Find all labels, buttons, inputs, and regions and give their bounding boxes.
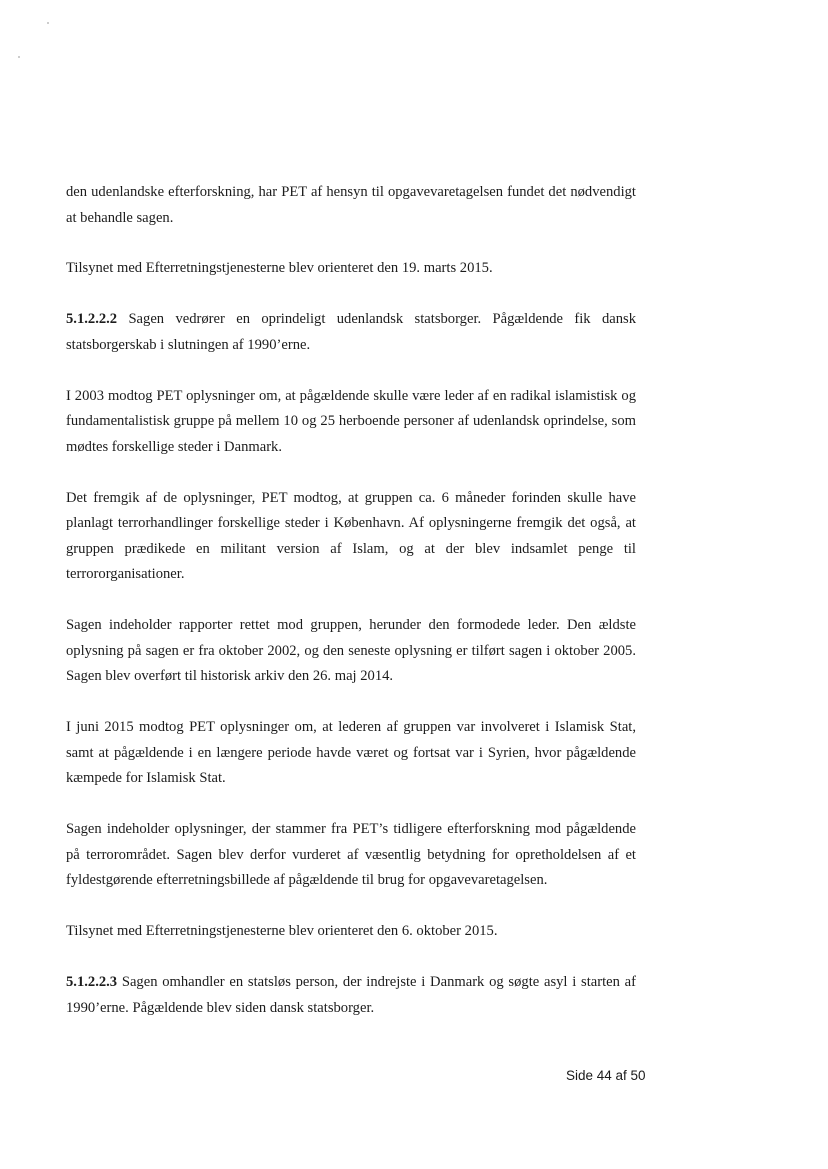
page-number: Side 44 af 50 [566, 1068, 646, 1083]
document-body [66, 180, 636, 1047]
paragraph [66, 613, 636, 690]
scan-speck [18, 56, 20, 58]
paragraph [66, 256, 636, 282]
paragraph [66, 817, 636, 894]
section-number: 5.1.2.2.2 [66, 311, 118, 327]
paragraph-text: Tilsynet med Efterretningstjenesterne blev orienteret den 19. marts 2015. [66, 260, 493, 276]
scan-speck [47, 22, 49, 24]
paragraph-text: Tilsynet med Efterretningstjenesterne blev orienteret den 6. oktober 2015. [66, 923, 498, 939]
section-number: 5.1.2.2.3 [66, 974, 118, 990]
paragraph-text: Det fremgik af de oplysninger, PET modtog, at gruppen ca. 6 måneder forinden skulle have planlagt terrorhandlinger forskellige steder i København. Af oplysningerne fremgik det også, at gruppen prædikede en militant version af Islam, og at der blev indsamlet penge til terrororganisationer. [66, 489, 636, 582]
paragraph [66, 486, 636, 588]
paragraph-text: Sagen vedrører en oprindeligt udenlandsk statsborger. Pågældende fik dansk statsborgerskab i slutningen af 1990’erne. [66, 311, 636, 353]
paragraph-text: Sagen indeholder rapporter rettet mod gruppen, herunder den formodede leder. Den ældste oplysning på sagen er fra oktober 2002, og den seneste oplysning er tilført sagen i oktober 2005. Sagen blev overført til historisk arkiv den 26. maj 2014. [66, 617, 636, 684]
paragraph-text: Sagen indeholder oplysninger, der stammer fra PET’s tidligere efterforskning mod pågældende på terrorområdet. Sagen blev derfor vurderet af væsentlig betydning for opretholdelsen af et fyldestgørende efterretningsbillede af pågældende til brug for opgavevaretagelsen. [66, 821, 636, 888]
paragraph-text: den udenlandske efterforskning, har PET af hensyn til opgavevaretagelsen fundet det nødvendigt at behandle sagen. [66, 184, 636, 226]
paragraph [66, 384, 636, 461]
paragraph-text: I 2003 modtog PET oplysninger om, at pågældende skulle være leder af en radikal islamistisk og fundamentalistisk gruppe på mellem 10 og 25 herboende personer af udenlandsk oprindelse, som mødtes forskellige steder i Danmark. [66, 387, 636, 455]
section-paragraph [66, 307, 636, 358]
paragraph-text: I juni 2015 modtog PET oplysninger om, at lederen af gruppen var involveret i Islamisk Stat, samt at pågældende i en længere periode havde været og fortsat var i Syrien, hvor pågældende kæmpede for Islamisk Stat. [66, 719, 636, 786]
paragraph [66, 715, 636, 792]
paragraph [66, 180, 636, 231]
paragraph-text: Sagen omhandler en statsløs person, der indrejste i Danmark og søgte asyl i starten af 1990’erne. Pågældende blev siden dansk statsborger. [66, 974, 636, 1016]
paragraph [66, 919, 636, 945]
section-paragraph [66, 970, 636, 1021]
